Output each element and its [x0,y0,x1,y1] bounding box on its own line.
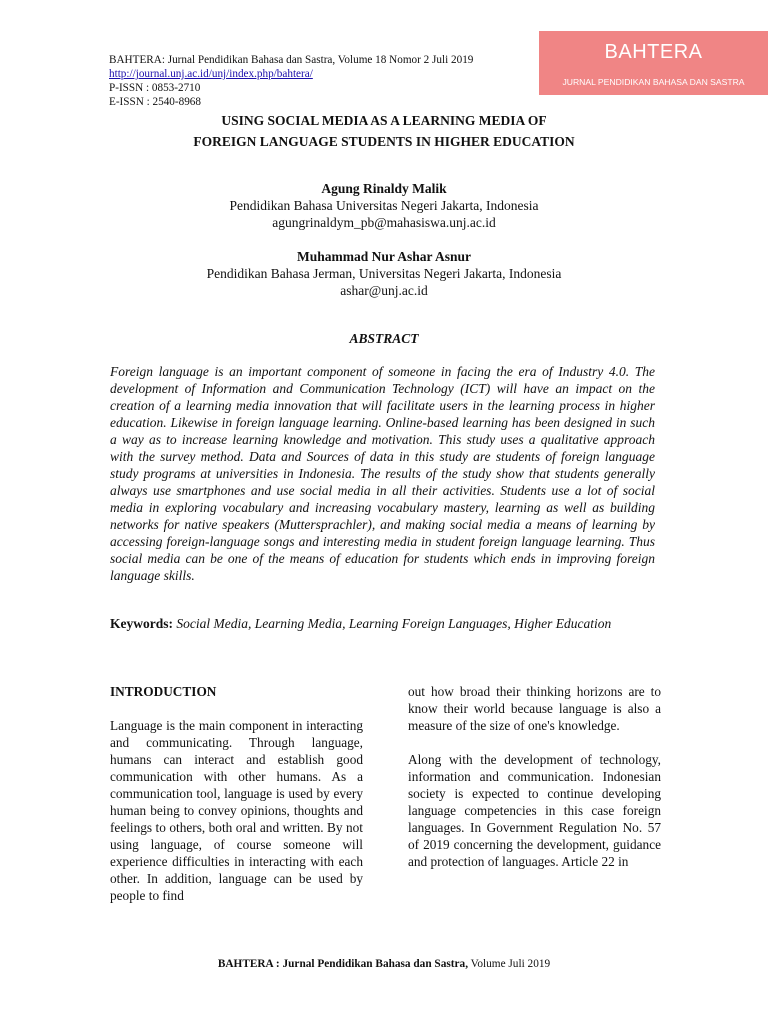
logo-name: BAHTERA [604,41,703,63]
paragraph: out how broad their thinking horizons are to know their world because language is also a measure of the size of one's knowledge. [408,684,661,733]
keywords-label: Keywords: [110,616,173,631]
logo-subtitle: JURNAL PENDIDIKAN BAHASA DAN SASTRA [562,77,745,87]
body-column-right [408,683,661,887]
journal-url-link[interactable]: http://journal.unj.ac.id/unj/index.php/bahtera/ [109,68,313,80]
paragraph: Along with the development of technology, information and communication. Indonesian society is expected to continue developing language competencies in this case foreign languages. In Government Regulation No. 57 of 2019 concerning the development, guidance and protection of languages. Article 22 in [408,752,661,869]
pissn: P-ISSN : 0853-2710 [109,82,201,94]
body-column-left [110,683,363,921]
paragraph: Language is the main component in interacting and communicating. Through language, humans can interact and establish good communication with other humans. As a communication tool, language is used by every human being to convey opinions, thoughts and feelings to others, both oral and written. By not using language, of course someone will experience difficulties in interacting with each other. In addition, language can be used by people to find [110,718,363,903]
footer-volume: Volume Juli 2019 [470,958,551,970]
page-footer [0,958,768,970]
author-email: ashar@unj.ac.id [340,283,428,298]
author-affiliation: Pendidikan Bahasa Jerman, Universitas Negeri Jakarta, Indonesia [206,266,562,281]
journal-header [109,53,473,109]
journal-logo-banner [539,31,768,95]
author-name: Agung Rinaldy Malik [321,181,447,196]
abstract-heading: ABSTRACT [349,331,419,346]
abstract-text: Foreign language is an important component of someone in facing the era of Industry 4.0. The development of Information and Communication Technology (ICT) will have an impact on the creation of a learning media innovation that will facilitate users in the learning process in higher education. Likewise in foreign language learning. Online-based learning has been designed in such a way as to increase learning knowledge and motivation. This study uses a qualitative approach with the survey method. Data and Sources of data in this study are students of foreign language study programs at universities in Indonesia. The results of the study show that students generally always use smartphones and use social media in all their activities. Students use a lot of social media in exploring vocabulary and increasing vocabulary mastery, learning as well as building networks for native speakers (Muttersprachler), and making social media a means of learning by accessing foreign-language songs and interesting media in student foreign language learning. Thus social media can be one of the means of education for students which ends in improving foreign language skills. [110,364,655,583]
keywords-text: Social Media, Learning Media, Learning Foreign Languages, Higher Education [176,616,612,631]
author-email: agungrinaldym_pb@mahasiswa.unj.ac.id [272,215,496,230]
keywords [110,615,655,632]
paper-title: USING SOCIAL MEDIA AS A LEARNING MEDIA OF FOREIGN LANGUAGE STUDENTS IN HIGHER EDUCATION [193,113,575,149]
eissn: E-ISSN : 2540-8968 [109,96,201,108]
section-heading-introduction: INTRODUCTION [110,684,217,699]
author-name: Muhammad Nur Ashar Asnur [297,249,471,264]
journal-citation: BAHTERA: Jurnal Pendidikan Bahasa dan Sastra, Volume 18 Nomor 2 Juli 2019 [109,54,474,66]
author-block-1 [100,180,668,231]
footer-journal: BAHTERA : Jurnal Pendidikan Bahasa dan Sastra, [217,958,469,970]
author-affiliation: Pendidikan Bahasa Universitas Negeri Jakarta, Indonesia [229,198,539,213]
author-block-2 [100,248,668,299]
